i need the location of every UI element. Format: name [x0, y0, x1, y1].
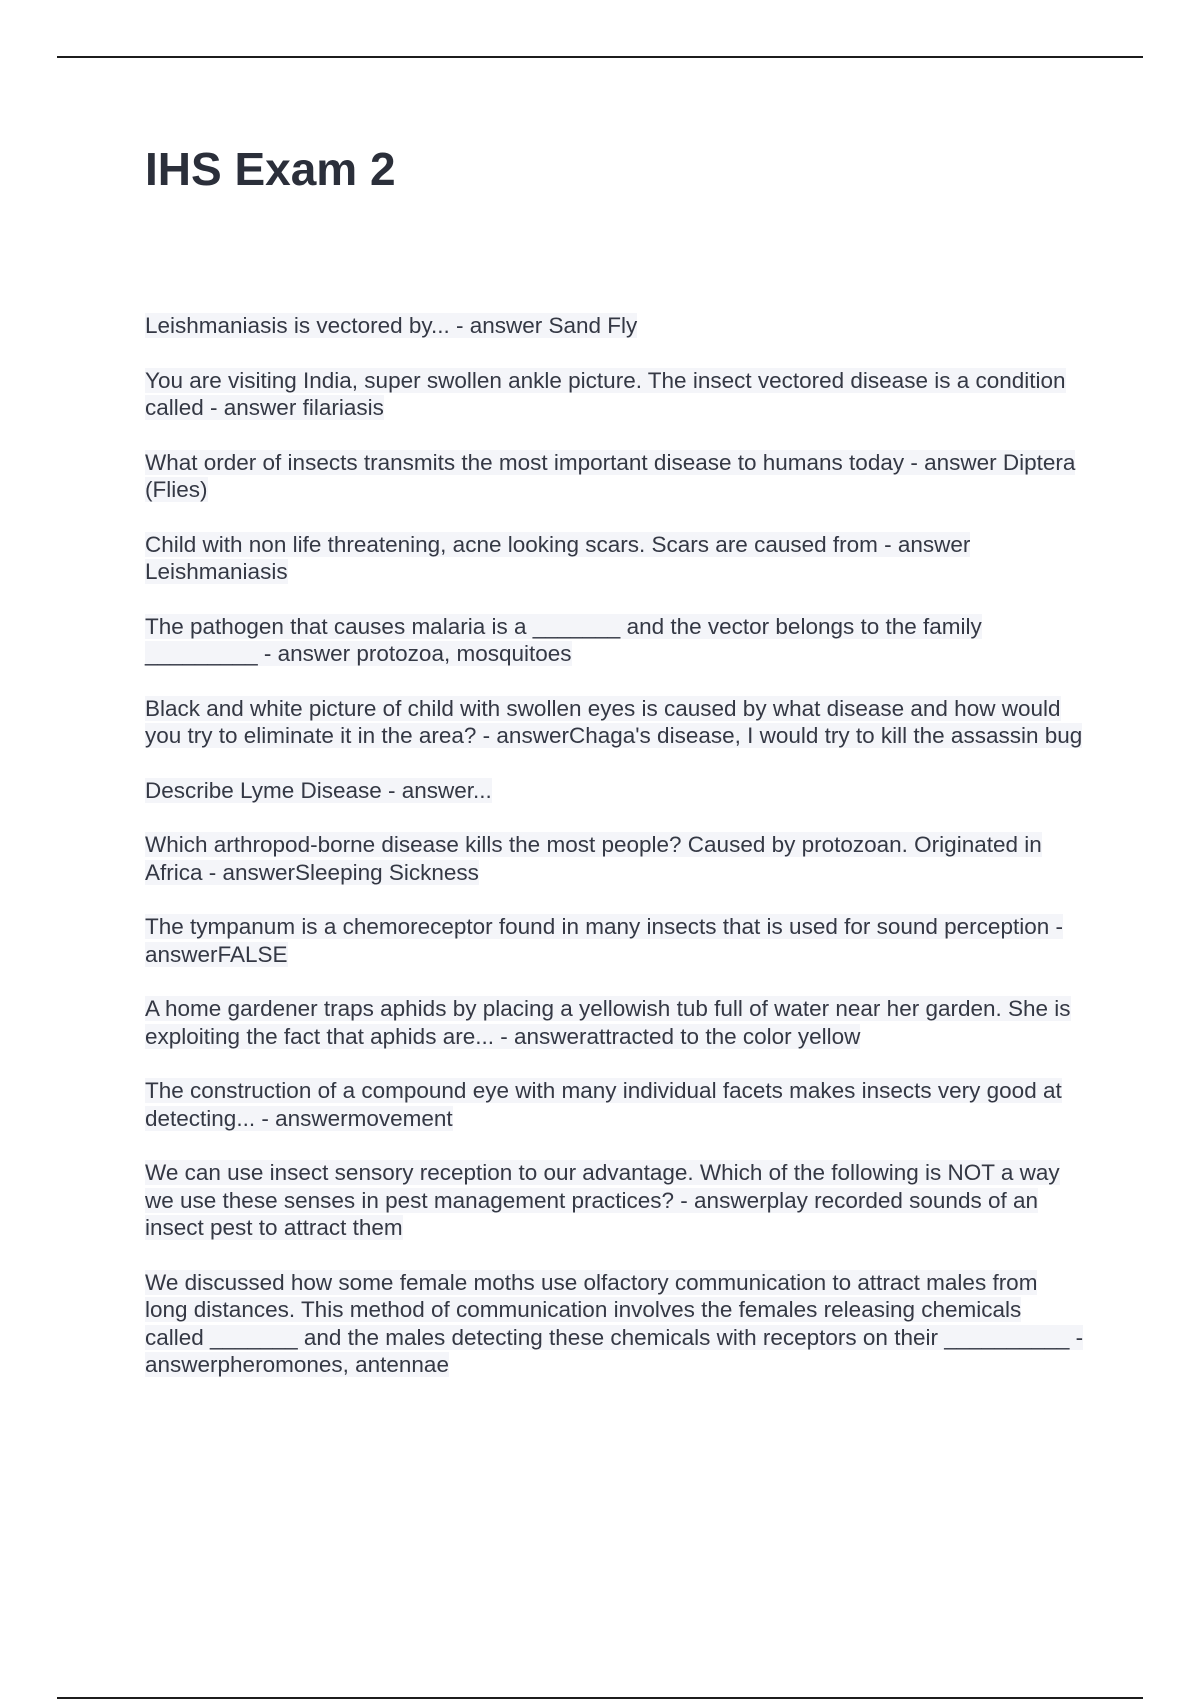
bottom-divider: [57, 1697, 1143, 1699]
qa-item: [145, 613, 1085, 668]
qa-text: The construction of a compound eye with many individual facets makes insects very good at detecting... - answermovement: [145, 1078, 1062, 1131]
qa-item: [145, 995, 1085, 1050]
qa-text: You are visiting India, super swollen ankle picture. The insect vectored disease is a condition called - answer filariasis: [145, 367, 1066, 420]
qa-text: The tympanum is a chemoreceptor found in many insects that is used for sound perception - answerFALSE: [145, 914, 1063, 967]
qa-text: A home gardener traps aphids by placing a yellowish tub full of water near her garden. She is exploiting the fact that aphids are... - answerattracted to the color yellow: [145, 996, 1071, 1049]
qa-item: [145, 449, 1085, 504]
qa-item: [145, 1269, 1085, 1379]
top-divider: [57, 56, 1143, 58]
page-title: IHS Exam 2: [145, 143, 396, 195]
qa-item: [145, 312, 1085, 340]
qa-text: We discussed how some female moths use olfactory communication to attract males from long distances. This method of communication involves the females releasing chemicals called _______ and the males detecting these chemicals with receptors on their __________ - answerpheromones, antennae: [145, 1269, 1084, 1377]
qa-text: Child with non life threatening, acne looking scars. Scars are caused from - answer Leishmaniasis: [145, 531, 971, 584]
qa-text: We can use insect sensory reception to our advantage. Which of the following is NOT a way we use these senses in pest management practices? - answerplay recorded sounds of an insect pest to attract them: [145, 1160, 1060, 1240]
qa-text: The pathogen that causes malaria is a _______ and the vector belongs to the family _________ - answer protozoa, mosquitoes: [145, 613, 982, 666]
qa-item: [145, 367, 1085, 422]
qa-item: [145, 531, 1085, 586]
qa-item: [145, 1159, 1085, 1242]
qa-item: [145, 1077, 1085, 1132]
qa-item: [145, 831, 1085, 886]
qa-text: What order of insects transmits the most important disease to humans today - answer Diptera (Flies): [145, 449, 1076, 502]
qa-text: Which arthropod-borne disease kills the most people? Caused by protozoan. Originated in Africa - answerSleeping Sickness: [145, 832, 1042, 885]
qa-text: Black and white picture of child with swollen eyes is caused by what disease and how would you try to eliminate it in the area? - answerChaga's disease, I would try to kill the assassin bug: [145, 695, 1083, 748]
qa-text: Leishmaniasis is vectored by... - answer Sand Fly: [145, 313, 638, 338]
qa-list: [145, 312, 1085, 1406]
qa-text: Describe Lyme Disease - answer...: [145, 777, 492, 803]
qa-item: [145, 777, 1085, 805]
qa-item: [145, 913, 1085, 968]
qa-item: [145, 695, 1085, 750]
